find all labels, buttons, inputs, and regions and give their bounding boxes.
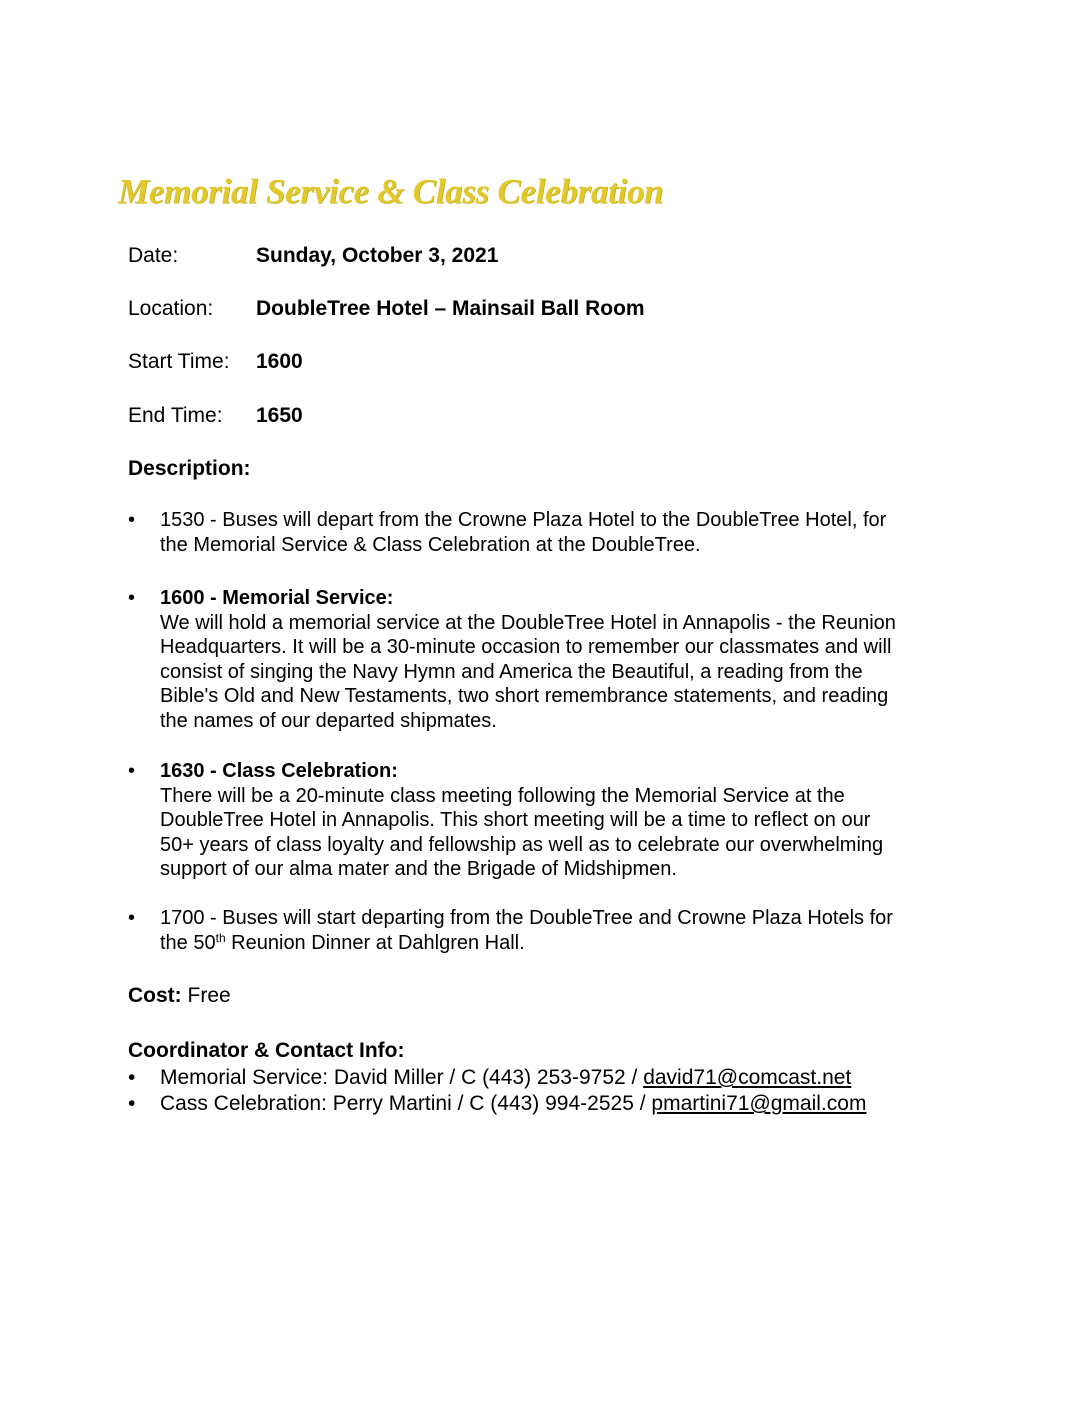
location-label: Location: bbox=[128, 297, 214, 320]
description-item-buses-depart bbox=[160, 508, 960, 557]
cost-value: Free bbox=[181, 984, 231, 1007]
item-line: 50+ years of class loyalty and fellowship as well as to celebrate our overwhelming bbox=[160, 833, 884, 856]
bullet-icon: • bbox=[128, 1092, 136, 1115]
contact-text: Cass Celebration: Perry Martini / C (443) 994-2525 / bbox=[160, 1092, 652, 1115]
item-title: 1630 - Class Celebration: bbox=[160, 760, 398, 782]
date-label: Date: bbox=[128, 244, 179, 267]
date-value: Sunday, October 3, 2021 bbox=[256, 244, 499, 267]
start-time-value: 1600 bbox=[256, 350, 303, 373]
ordinal-suffix: th bbox=[215, 930, 226, 945]
item-line: 1530 - Buses will depart from the Crowne Plaza Hotel to the DoubleTree Hotel, for bbox=[160, 509, 887, 531]
item-line-text: Reunion Dinner at Dahlgren Hall. bbox=[225, 931, 525, 954]
email-link[interactable]: david71@comcast.net bbox=[643, 1066, 852, 1089]
item-line: We will hold a memorial service at the DoubleTree Hotel in Annapolis - the Reunion bbox=[160, 611, 896, 634]
bullet-icon: • bbox=[128, 509, 136, 531]
item-line: the names of our departed shipmates. bbox=[160, 709, 497, 732]
item-line-text: the 50 bbox=[160, 931, 216, 954]
coordinator-heading: Coordinator & Contact Info: bbox=[128, 1039, 405, 1062]
bullet-icon: • bbox=[128, 760, 136, 782]
item-line: Bible's Old and New Testaments, two short remembrance statements, and reading bbox=[160, 685, 889, 707]
end-time-row bbox=[128, 404, 303, 428]
item-title: 1600 - Memorial Service: bbox=[160, 587, 394, 609]
bullet-icon: • bbox=[128, 907, 136, 929]
contact-class-celebration bbox=[160, 1092, 866, 1116]
item-line bbox=[160, 931, 960, 956]
contact-text: Memorial Service: David Miller / C (443) 253-9752 / bbox=[160, 1066, 644, 1089]
end-time-label: End Time: bbox=[128, 404, 223, 427]
item-line: There will be a 20-minute class meeting following the Memorial Service at the bbox=[160, 784, 845, 807]
page-title: Memorial Service & Class Celebration bbox=[118, 172, 664, 211]
bullet-icon: • bbox=[128, 1066, 136, 1089]
description-item-reunion-dinner bbox=[160, 906, 960, 955]
item-line: consist of singing the Navy Hymn and America the Beautiful, a reading from the bbox=[160, 660, 863, 683]
item-line: Headquarters. It will be a 30-minute occasion to remember our classmates and will bbox=[160, 636, 892, 658]
location-value: DoubleTree Hotel – Mainsail Ball Room bbox=[256, 297, 645, 320]
bullet-icon: • bbox=[128, 587, 136, 609]
item-line: support of our alma mater and the Brigade of Midshipmen. bbox=[160, 858, 677, 880]
email-link[interactable]: pmartini71@gmail.com bbox=[651, 1092, 867, 1115]
description-item-class-celebration bbox=[160, 759, 960, 882]
start-time-label: Start Time: bbox=[128, 350, 230, 373]
description-item-memorial-service bbox=[160, 586, 960, 733]
end-time-value: 1650 bbox=[256, 404, 303, 427]
item-line: 1700 - Buses will start departing from the DoubleTree and Crowne Plaza Hotels for bbox=[160, 907, 893, 929]
item-line: DoubleTree Hotel in Annapolis. This short meeting will be a time to reflect on our bbox=[160, 809, 871, 831]
date-row bbox=[128, 244, 498, 268]
cost-row bbox=[128, 984, 231, 1008]
item-line: the Memorial Service & Class Celebration at the DoubleTree. bbox=[160, 533, 701, 556]
contact-memorial-service bbox=[160, 1066, 851, 1090]
start-time-row bbox=[128, 350, 303, 374]
description-heading: Description: bbox=[128, 457, 251, 480]
cost-label: Cost: bbox=[128, 984, 182, 1007]
location-row bbox=[128, 297, 645, 321]
